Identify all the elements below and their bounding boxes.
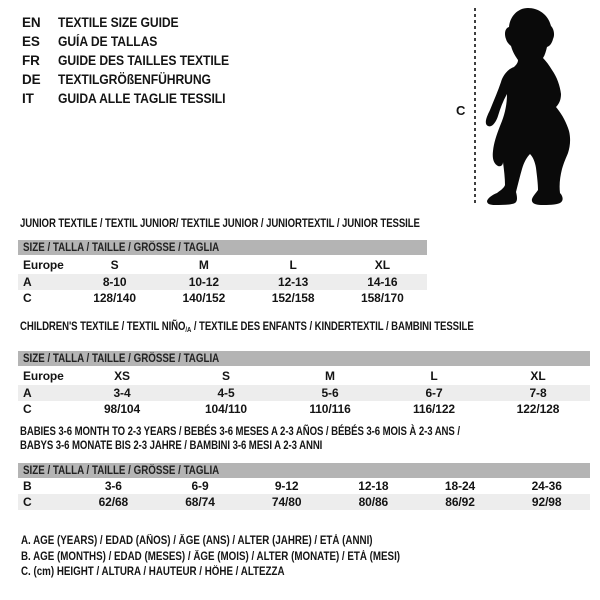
- size-cell: 152/158: [271, 291, 315, 305]
- language-code: ES: [22, 34, 40, 49]
- table-title-subscript: /A: [185, 325, 192, 334]
- children-size-table: [18, 319, 590, 417]
- size-cell: 24-36: [531, 479, 562, 493]
- size-cell: 80/86: [358, 495, 389, 509]
- size-cell: 12-13: [278, 275, 309, 289]
- size-header-label: SIZE / TALLA / TAILLE / GRÖSSE / TAGLIA: [23, 464, 220, 477]
- legend-line: [21, 534, 467, 550]
- table-title-line: JUNIOR TEXTILE / TEXTIL JUNIOR/ TEXTILE JUNIOR / JUNIORTEXTIL / JUNIOR TESSILE: [20, 216, 420, 230]
- language-code: EN: [22, 15, 41, 30]
- size-cell: 140/152: [182, 291, 226, 305]
- table-row: [18, 366, 590, 385]
- height-label: C: [456, 103, 466, 118]
- size-cell: 62/68: [98, 495, 129, 509]
- language-list: [22, 13, 248, 108]
- table-title-line: [20, 319, 476, 337]
- height-measure-dashed-line: [474, 8, 476, 206]
- table-row: [18, 385, 590, 401]
- size-cell: L: [289, 257, 297, 272]
- table-row: [18, 255, 427, 274]
- language-row: [22, 89, 248, 108]
- measurement-legend: [21, 534, 467, 581]
- table-title-post: / TEXTILE DES ENFANTS / KINDERTEXTIL / BAMBINI TESSILE: [191, 319, 474, 333]
- table-title-line: BABYS 3-6 MONATE BIS 2-3 JAHRE / BAMBINI 3-6 MESI A 2-3 ANNI: [20, 438, 323, 452]
- size-cell: 68/74: [185, 495, 215, 509]
- language-title: TEXTILGRÖßENFÜHRUNG: [58, 72, 211, 87]
- size-cell: 6-9: [191, 479, 209, 493]
- legend-text: A. AGE (YEARS) / EDAD (AÑOS) / ÂGE (ANS) / ALTER (JAHRE) / ETÀ (ANNI): [21, 535, 373, 547]
- language-title: GUÍA DE TALLAS: [58, 34, 158, 49]
- size-cell: XL: [530, 368, 546, 383]
- table-row: [18, 478, 590, 494]
- size-cell: 158/170: [361, 291, 404, 305]
- size-cell: 7-8: [529, 386, 547, 400]
- size-cell: 3-4: [113, 386, 131, 400]
- language-row: [22, 32, 248, 51]
- row-label: A: [23, 275, 32, 289]
- legend-text: C. (cm) HEIGHT / ALTURA / HAUTEUR / HÖHE / ALTEZZA: [21, 566, 285, 578]
- size-cell: 98/104: [103, 402, 141, 416]
- size-cell: 8-10: [102, 275, 127, 289]
- row-label: Europe: [23, 257, 64, 272]
- size-cell: 6-7: [425, 386, 443, 400]
- size-cell: 104/110: [204, 402, 247, 416]
- size-cell: 3-6: [104, 479, 122, 493]
- size-cell: 14-16: [367, 275, 398, 289]
- size-cell: 5-6: [321, 386, 339, 400]
- table-row: [18, 274, 427, 290]
- size-cell: M: [198, 257, 209, 272]
- language-row: [22, 13, 248, 32]
- table-row: [18, 494, 590, 510]
- size-cell: 4-5: [217, 386, 235, 400]
- table-title-line: BABIES 3-6 MONTH TO 2-3 YEARS / BEBÉS 3-6 MESES A 2-3 AÑOS / BÉBÉS 3-6 MOIS À 2-3 ANS /: [20, 424, 460, 438]
- toddler-silhouette-icon: [480, 0, 600, 210]
- row-label: B: [23, 479, 32, 493]
- language-code: FR: [22, 53, 40, 68]
- size-cell: 18-24: [444, 479, 476, 493]
- size-cell: 12-18: [358, 479, 389, 493]
- table-title-pre: CHILDREN'S TEXTILE / TEXTIL NIÑO: [20, 319, 186, 333]
- table-title: [18, 319, 590, 337]
- size-cell: XL: [374, 257, 390, 272]
- size-cell: 110/116: [309, 402, 351, 416]
- language-row: [22, 51, 248, 70]
- row-label: C: [23, 291, 32, 305]
- table-title: [18, 424, 590, 452]
- language-title: TEXTILE SIZE GUIDE: [58, 15, 179, 30]
- size-cell: 10-12: [188, 275, 219, 289]
- size-cell: 128/140: [93, 291, 136, 305]
- row-label: A: [23, 386, 32, 400]
- size-cell: S: [110, 257, 119, 272]
- size-cell: XS: [114, 368, 130, 383]
- size-cell: 86/92: [445, 495, 475, 509]
- row-label: C: [23, 495, 32, 509]
- language-title: GUIDA ALLE TAGLIE TESSILI: [58, 91, 226, 106]
- legend-line: [21, 565, 467, 581]
- row-label: Europe: [23, 368, 64, 383]
- language-code: DE: [22, 72, 41, 87]
- size-header-label: SIZE / TALLA / TAILLE / GRÖSSE / TAGLIA: [23, 241, 220, 254]
- language-title: GUIDE DES TAILLES TEXTILE: [58, 53, 230, 68]
- language-code: IT: [22, 91, 34, 106]
- size-cell: S: [222, 368, 230, 383]
- table-row: [18, 290, 427, 306]
- size-header-bar: [18, 463, 590, 478]
- table-title: [18, 216, 427, 230]
- legend-text: B. AGE (MONTHS) / EDAD (MESES) / ÂGE (MOIS) / ALTER (MONATE) / ETÀ (MESI): [21, 550, 401, 563]
- table-row: [18, 401, 590, 417]
- row-label: C: [23, 402, 32, 416]
- size-cell: 74/80: [271, 495, 302, 509]
- babies-size-table: [18, 424, 590, 510]
- size-cell: 92/98: [531, 495, 562, 509]
- size-header-bar: [18, 240, 427, 255]
- size-cell: M: [325, 368, 335, 383]
- size-header-bar: [18, 351, 590, 366]
- size-cell: L: [430, 368, 438, 383]
- language-row: [22, 70, 248, 89]
- legend-line: [21, 550, 467, 566]
- size-cell: 122/128: [516, 402, 560, 416]
- size-cell: 116/122: [412, 402, 455, 416]
- size-cell: 9-12: [274, 479, 299, 493]
- size-header-label: SIZE / TALLA / TAILLE / GRÖSSE / TAGLIA: [23, 352, 220, 365]
- junior-size-table: [18, 216, 427, 306]
